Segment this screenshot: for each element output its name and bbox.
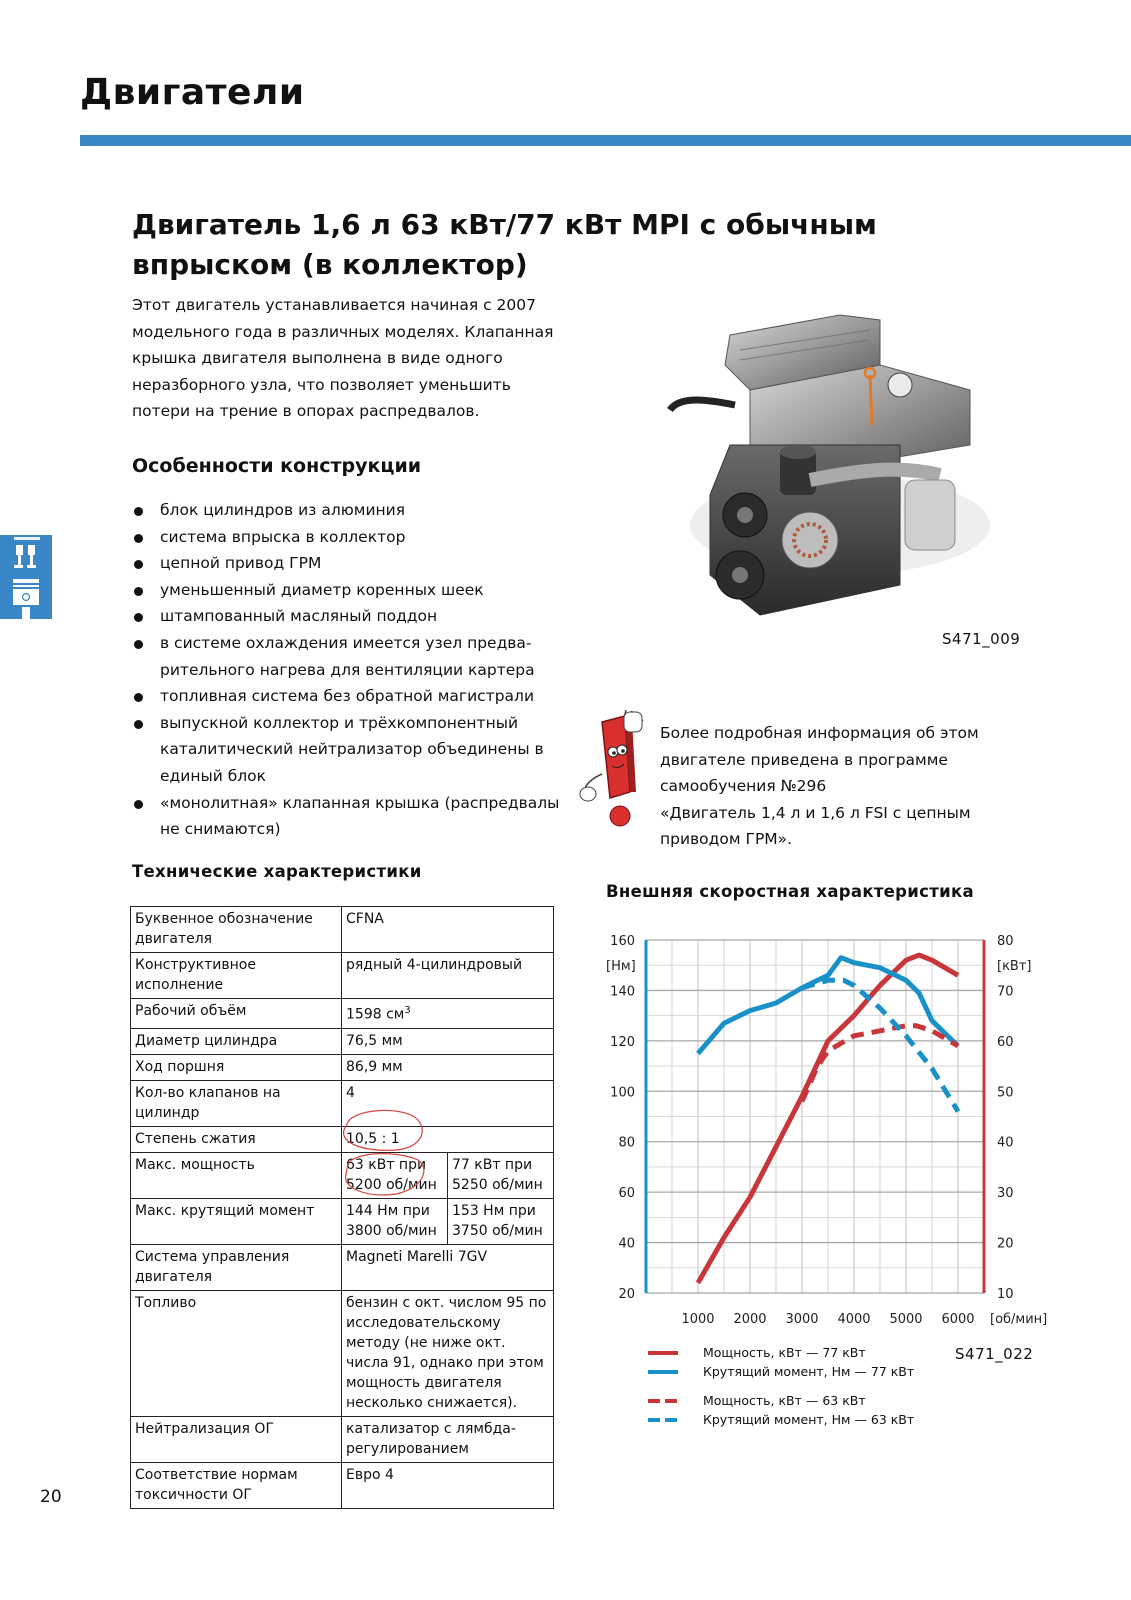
y-left-tick-label: 100 bbox=[610, 1085, 635, 1101]
table-row bbox=[131, 1152, 554, 1198]
chart-image-code: S471_022 bbox=[955, 1345, 1034, 1363]
chart-grid bbox=[646, 940, 984, 1293]
title-divider-bar bbox=[80, 135, 1131, 146]
y-axis-left-label: [Нм] bbox=[606, 959, 636, 975]
article-title-line1: Двигатель 1,6 л 63 кВт/77 кВт MPI с обычным bbox=[132, 208, 877, 241]
feature-item: «монолитная» клапанная крышка (распредвалы не снимаются) bbox=[132, 790, 572, 843]
features-heading: Особенности конструкции bbox=[132, 455, 422, 477]
bullet-icon bbox=[134, 587, 143, 596]
engine-image-code: S471_009 bbox=[942, 630, 1021, 648]
piston-valve-icon bbox=[0, 535, 52, 619]
spec-value: катализатор с лямбда-регулированием bbox=[342, 1416, 554, 1462]
table-row bbox=[131, 907, 554, 953]
bullet-icon bbox=[134, 534, 143, 543]
specs-table bbox=[130, 906, 554, 1509]
spec-label: Конструктивное исполнение bbox=[131, 953, 342, 999]
table-row bbox=[131, 1126, 554, 1152]
legend-swatch-solid-red bbox=[648, 1351, 678, 1355]
spec-label: Топливо bbox=[131, 1290, 342, 1416]
spec-value: Magneti Marelli 7GV bbox=[342, 1244, 554, 1290]
engine-illustration bbox=[640, 295, 1000, 625]
speed-characteristic-chart bbox=[600, 920, 1048, 1340]
feature-item: штампованный масляный поддон bbox=[132, 603, 572, 630]
y-right-tick-label: 60 bbox=[997, 1034, 1014, 1050]
spec-value: 76,5 мм bbox=[342, 1028, 554, 1054]
note-text: Более подробная информация об этом двигателе приведена в программе самообучения №296 «Двигатель 1,4 л и 1,6 л FSI с цепным приводом ГРМ». bbox=[660, 724, 979, 849]
section-title: Двигатели bbox=[80, 72, 305, 113]
features-list bbox=[132, 497, 572, 843]
y-left-tick-label: 40 bbox=[618, 1236, 635, 1252]
legend-swatch-solid-blue bbox=[648, 1370, 678, 1374]
feature-item: блок цилиндров из алюминия bbox=[132, 497, 572, 524]
feature-item: цепной привод ГРМ bbox=[132, 550, 572, 577]
spec-label: Макс. крутящий момент bbox=[131, 1198, 342, 1244]
intro-paragraph: Этот двигатель устанавливается начиная с 2007 модельного года в различных моделях. Клапанная крышка двигателя выполнена в виде одного неразборного узла, что позволяет уменьшить потери на трение в опорах распредвалов. bbox=[132, 296, 554, 421]
table-row bbox=[131, 1290, 554, 1416]
y-left-tick-label: 140 bbox=[610, 984, 635, 1000]
x-tick-label: 2000 bbox=[733, 1312, 767, 1327]
legend-item: Мощность, кВт — 63 кВт bbox=[648, 1391, 1048, 1410]
spec-label: Соответствие нормам токсичности ОГ bbox=[131, 1462, 342, 1508]
table-row bbox=[131, 1462, 554, 1508]
spec-value: 4 bbox=[342, 1080, 554, 1126]
y-right-tick-label: 30 bbox=[997, 1186, 1014, 1202]
x-tick-label: 5000 bbox=[889, 1312, 923, 1327]
spec-label: Нейтрализация ОГ bbox=[131, 1416, 342, 1462]
table-row bbox=[131, 1416, 554, 1462]
spec-label: Макс. мощность bbox=[131, 1152, 342, 1198]
spec-value: Евро 4 bbox=[342, 1462, 554, 1508]
feature-item: в системе охлаждения имеется узел предва-рительного нагрева для вентиляции картера bbox=[132, 630, 572, 683]
y-right-tick-label: 80 bbox=[997, 934, 1014, 949]
y-left-tick-label: 160 bbox=[610, 934, 635, 949]
table-row bbox=[131, 953, 554, 999]
x-tick-label: 4000 bbox=[837, 1312, 871, 1327]
y-axis-right-label: [кВт] bbox=[997, 959, 1032, 975]
y-right-tick-label: 10 bbox=[997, 1287, 1014, 1302]
spec-label: Буквенное обозначение двигателя bbox=[131, 907, 342, 953]
bullet-icon bbox=[134, 720, 143, 729]
feature-item: топливная система без обратной магистрали bbox=[132, 683, 572, 710]
spec-value: 86,9 мм bbox=[342, 1054, 554, 1080]
page-number: 20 bbox=[40, 1487, 62, 1507]
spec-value: 10,5 : 1 bbox=[342, 1126, 554, 1152]
x-tick-label: 3000 bbox=[785, 1312, 819, 1327]
spec-label: Система управления двигателя bbox=[131, 1244, 342, 1290]
spec-value: рядный 4-цилиндровый bbox=[342, 953, 554, 999]
spec-label: Кол-во клапанов на цилиндр bbox=[131, 1080, 342, 1126]
table-row bbox=[131, 999, 554, 1029]
exclamation-mascot-icon bbox=[580, 712, 650, 830]
article-title-line2: впрыском (в коллектор) bbox=[132, 248, 528, 281]
x-axis-label: [об/мин] bbox=[990, 1312, 1048, 1327]
table-row bbox=[131, 1244, 554, 1290]
y-right-tick-label: 50 bbox=[997, 1085, 1014, 1101]
y-left-tick-label: 60 bbox=[618, 1186, 635, 1202]
spec-label: Рабочий объём bbox=[131, 999, 342, 1029]
spec-value: бензин с окт. числом 95 по исследовательскому методу (не ниже окт. числа 91, однако при этом мощность двигателя несколько снижается). bbox=[342, 1290, 554, 1416]
specs-heading: Технические характеристики bbox=[132, 862, 422, 881]
bullet-icon bbox=[134, 640, 143, 649]
bullet-icon bbox=[134, 800, 143, 809]
spec-value-63kw: 144 Нм при 3800 об/мин bbox=[342, 1198, 448, 1244]
y-right-tick-label: 70 bbox=[997, 984, 1014, 1000]
bullet-icon bbox=[134, 613, 143, 622]
bullet-icon bbox=[134, 560, 143, 569]
engine-section-icon bbox=[0, 535, 52, 619]
spec-value-77kw: 77 кВт при 5250 об/мин bbox=[448, 1152, 554, 1198]
table-row bbox=[131, 1054, 554, 1080]
bullet-icon bbox=[134, 693, 143, 702]
legend-item: Крутящий момент, Нм — 77 кВт bbox=[648, 1362, 1048, 1381]
spec-value-77kw: 153 Нм при 3750 об/мин bbox=[448, 1198, 554, 1244]
y-left-tick-label: 20 bbox=[618, 1287, 635, 1302]
spec-label: Ход поршня bbox=[131, 1054, 342, 1080]
spec-value: CFNA bbox=[342, 907, 554, 953]
bullet-icon bbox=[134, 507, 143, 516]
legend-swatch-dashed-red bbox=[648, 1399, 678, 1403]
feature-item: уменьшенный диаметр коренных шеек bbox=[132, 577, 572, 604]
table-row bbox=[131, 1198, 554, 1244]
y-right-tick-label: 20 bbox=[997, 1236, 1014, 1252]
feature-item: выпускной коллектор и трёхкомпонентный каталитический нейтрализатор объединены в единый блок bbox=[132, 710, 572, 790]
table-row bbox=[131, 1080, 554, 1126]
spec-value: 1598 $см^3$ bbox=[342, 999, 554, 1029]
feature-item: система впрыска в коллектор bbox=[132, 524, 572, 551]
legend-item: Крутящий момент, Нм — 63 кВт bbox=[648, 1410, 1048, 1429]
legend-item: Мощность, кВт — 77 кВт bbox=[648, 1343, 1048, 1362]
engine-icon bbox=[640, 295, 1000, 625]
legend-swatch-dashed-blue bbox=[648, 1418, 678, 1422]
x-tick-label: 1000 bbox=[681, 1312, 715, 1327]
y-left-tick-label: 120 bbox=[610, 1034, 635, 1050]
spec-label: Степень сжатия bbox=[131, 1126, 342, 1152]
y-left-tick-label: 80 bbox=[618, 1135, 635, 1151]
chart-title: Внешняя скоростная характеристика bbox=[606, 882, 974, 901]
y-right-tick-label: 40 bbox=[997, 1135, 1014, 1151]
spec-label: Диаметр цилиндра bbox=[131, 1028, 342, 1054]
x-tick-label: 6000 bbox=[941, 1312, 975, 1327]
spec-value-63kw: 63 кВт при 5200 об/мин bbox=[342, 1152, 448, 1198]
article-title bbox=[132, 205, 932, 285]
table-row bbox=[131, 1028, 554, 1054]
